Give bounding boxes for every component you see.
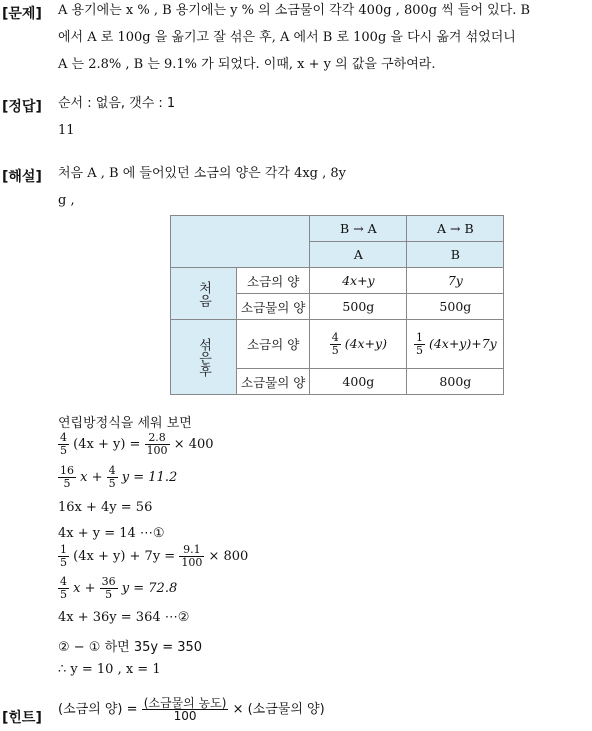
table-row-water: 소금물의 양 [237, 294, 310, 320]
setup-text: 연립방정식을 세워 보면 [58, 416, 192, 431]
equation-2: $\frac{16}{5}$ x + $\frac{4}{5}$ y = 11.2 [60, 464, 178, 490]
hint-label: [힌트] [2, 710, 42, 726]
problem-text [58, 0, 530, 78]
solution-label: [해설] [2, 169, 42, 185]
problem-line-3: A 는 2.8% , B 는 9.1% 가 되었다. 이때, x + y 의 값을 구하여라. [58, 57, 436, 72]
problem-line-2: 에서 A 로 100g 을 옮기고 잘 섞은 후, A 에서 B 로 100g 을 다시 옮겨 섞었더니 [58, 30, 516, 45]
table-corner [171, 216, 310, 268]
table-side-after: 섞은후 [171, 320, 237, 395]
equation-4: 4x + y = 14 ⋯① [58, 526, 165, 541]
table-header-b-to-a: B → A [310, 216, 407, 242]
equation-8: ② − ① 하면 35y = 350 [58, 640, 203, 655]
answer-label: [정답] [2, 99, 42, 115]
answer-value: 11 [58, 123, 75, 138]
equation-5: $\frac{1}{5}$ (4x + y) + 7y = $\frac{9.1}{100}$ × 800 [60, 543, 249, 569]
table-header-b: B [407, 242, 504, 268]
table-row-water-2: 소금물의 양 [237, 369, 310, 395]
problem-line-1: A 용기에는 x % , B 용기에는 y % 의 소금물이 각각 400g , 800g 씩 들어 있다. B [58, 3, 531, 18]
problem-label: [문제] [2, 6, 42, 22]
cell-first-salt-b: 7y [447, 273, 463, 288]
equation-7: 4x + 36y = 364 ⋯② [58, 610, 190, 625]
equation-1: $\frac{4}{5}$ (4x + y) = $\frac{2.8}{100}$ × 400 [60, 431, 214, 457]
table-row-salt-2: 소금의 양 [237, 320, 310, 369]
equation-6: $\frac{4}{5}$ x + $\frac{36}{5}$ y = 72.8 [60, 575, 178, 601]
table-side-first: 처음 [171, 268, 237, 320]
equation-3: 16x + 4y = 56 [58, 500, 153, 515]
equation-9: ∴ y = 10 , x = 1 [58, 662, 161, 677]
hint-formula: (소금의 양) = $\frac{\text{(소금물의 농도)}}{100}$ × (소금물의 양) [58, 696, 325, 723]
cell-after-water-a: 400g [310, 369, 407, 395]
cell-first-salt-a: 4x+y [342, 273, 375, 288]
cell-after-salt-b: $\frac{1}{5}$ (4x+y)+7y [407, 320, 504, 369]
table-header-a-to-b: A → B [407, 216, 504, 242]
cell-first-water-a: 500g [310, 294, 407, 320]
cell-after-salt-a: $\frac{4}{5}$ (4x+y) [310, 320, 407, 369]
answer-meta: 순서 : 없음, 갯수 : 1 [58, 96, 176, 111]
solution-intro-1: 처음 A , B 에 들어있던 소금의 양은 각각 4xg , 8y [58, 166, 347, 181]
cell-after-water-b: 800g [407, 369, 504, 395]
table-header-a: A [310, 242, 407, 268]
solution-table [170, 215, 504, 395]
cell-first-water-b: 500g [407, 294, 504, 320]
table-row-salt: 소금의 양 [237, 268, 310, 294]
solution-intro-2: g , [58, 193, 75, 208]
